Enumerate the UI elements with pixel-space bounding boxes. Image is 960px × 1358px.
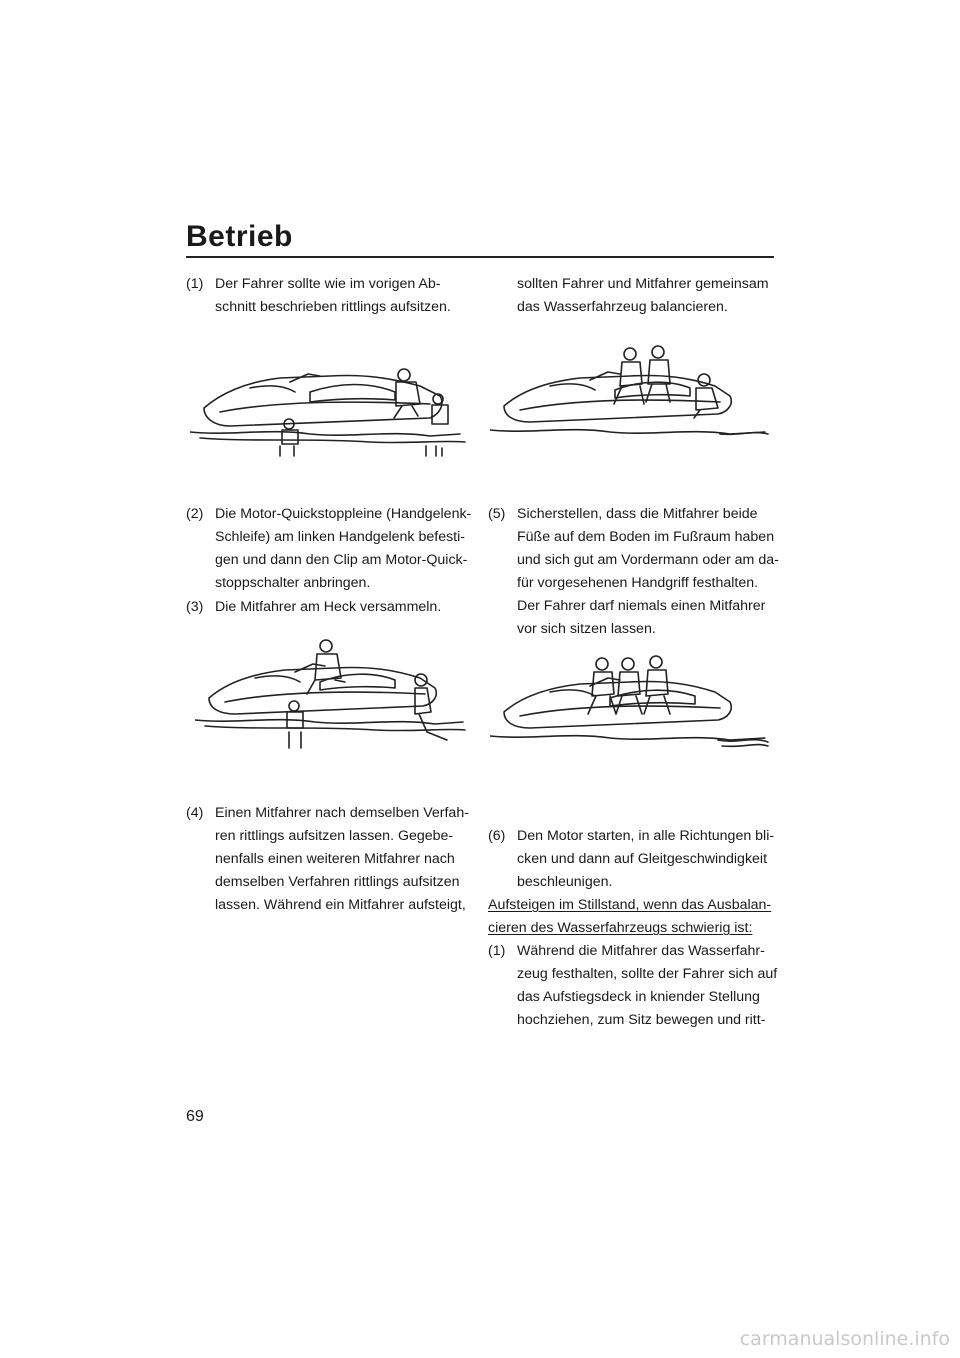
step-text: Füße auf dem Boden im Fußraum haben	[517, 529, 775, 545]
step-number: (4)	[186, 805, 204, 821]
step-text: sollten Fahrer und Mitfahrer gemeinsam	[517, 276, 769, 292]
step-2	[186, 503, 476, 595]
step-text: das Aufstiegsdeck in kniender Stellung	[517, 989, 760, 1005]
subheading-line: Aufsteigen im Stillstand, wenn das Ausbalan-	[488, 897, 772, 913]
step-text: Sicherstellen, dass die Mitfahrer beide	[517, 506, 758, 522]
title-divider	[186, 256, 774, 258]
step-5	[488, 503, 788, 641]
step-text: ren rittlings aufsitzen lassen. Gegebe-	[215, 828, 454, 844]
step-text: beschleunigen.	[517, 874, 613, 890]
step-text: das Wasserfahrzeug balancieren.	[517, 299, 728, 315]
step-text: Der Fahrer sollte wie im vorigen Ab-	[215, 276, 441, 292]
step-number: (1)	[488, 943, 506, 959]
step-text: Den Motor starten, in alle Richtungen bli-	[517, 828, 775, 844]
page-title: Betrieb	[186, 220, 293, 253]
step-text: cken und dann auf Gleitgeschwindigkeit	[517, 851, 768, 867]
step-text: vor sich sitzen lassen.	[517, 621, 656, 637]
step-text: Während die Mitfahrer das Wasserfahr-	[517, 943, 765, 959]
step-text: und sich gut am Vordermann oder am da-	[517, 552, 779, 568]
step-text: gen und dann den Clip am Motor-Quick-	[215, 552, 468, 568]
step-text: hochziehen, zum Sitz bewegen und ritt-	[517, 1012, 766, 1028]
subheading-line: cieren des Wasserfahrzeugs schwierig ist:	[488, 920, 753, 936]
step-number: (2)	[186, 506, 204, 522]
step-text: Schleife) am linken Handgelenk befesti-	[215, 529, 465, 545]
page-number: 69	[186, 1108, 204, 1125]
step-1-stationary	[488, 940, 788, 1032]
step-1	[186, 273, 476, 319]
step-number: (5)	[488, 506, 506, 522]
step-3	[186, 596, 476, 619]
step-text: nenfalls einen weiteren Mitfahrer nach	[215, 851, 455, 867]
illustration-passengers-gathering	[195, 636, 470, 756]
step-number: (1)	[186, 276, 204, 292]
step-text: Die Mitfahrer am Heck versammeln.	[215, 599, 442, 615]
step-text: stoppschalter anbringen.	[215, 575, 371, 591]
step-number: (6)	[488, 828, 506, 844]
illustration-passenger-boarding	[490, 344, 770, 454]
step-text: lassen. Während ein Mitfahrer aufsteigt,	[215, 897, 466, 913]
step-number: (3)	[186, 599, 204, 615]
step-text: Die Motor-Quickstoppleine (Handgelenk-	[215, 506, 472, 522]
illustration-rider-boarding	[190, 352, 470, 462]
section-subheading	[488, 894, 788, 940]
step-4	[186, 802, 486, 917]
step-text: für vorgesehenen Handgriff festhalten.	[517, 575, 759, 591]
step-text: zeug festhalten, sollte der Fahrer sich auf	[517, 966, 778, 982]
step-text: Einen Mitfahrer nach demselben Verfah-	[215, 805, 469, 821]
illustration-three-riders-seated	[490, 650, 770, 760]
watermark: carmanualsonline.info	[739, 1328, 950, 1350]
step-text: schnitt beschrieben rittlings aufsitzen.	[215, 299, 451, 315]
step-text: Der Fahrer darf niemals einen Mitfahrer	[517, 598, 766, 614]
step-text: demselben Verfahren rittlings aufsitzen	[215, 874, 460, 890]
step-6	[488, 825, 788, 894]
step-4-continuation	[488, 273, 788, 319]
